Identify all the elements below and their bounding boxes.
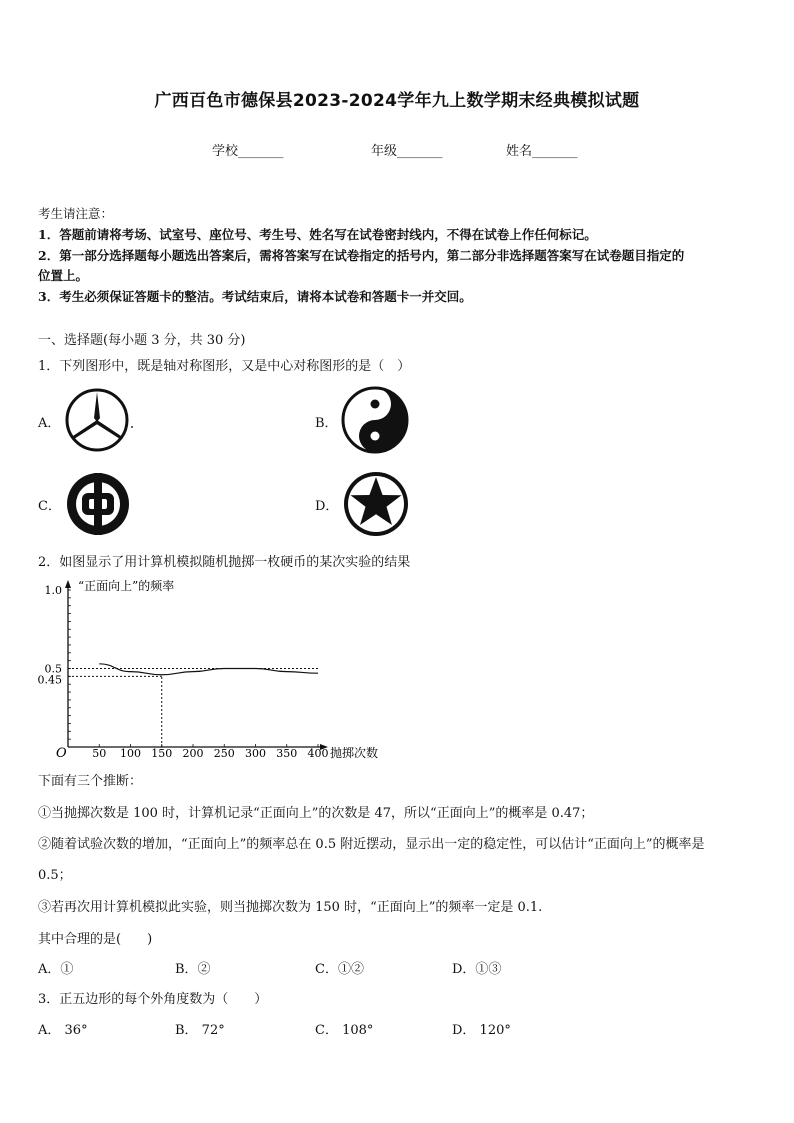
q2-option-c: C．①② [315, 962, 364, 977]
x-tick-label: 50 [92, 747, 107, 760]
name-field: 姓名_______ [506, 144, 578, 159]
yin-yang-icon [340, 385, 410, 455]
y-tick-label: 1.0 [44, 584, 62, 597]
y-tick-label: 0.5 [44, 662, 62, 676]
q2-statement-3: ③若再次用计算机模拟此实验，则当抛掷次数为 150 时，“正面向上”的频率一定是 0.1. [38, 900, 543, 915]
origin-label: O [56, 746, 67, 761]
q2-intro: 下面有三个推断： [38, 774, 143, 789]
frequency-chart [30, 572, 400, 764]
star-in-circle-icon [342, 470, 412, 540]
notice-item-2-cont: 位置上。 [38, 268, 89, 283]
y-axis-label: “正面向上”的频率 [78, 579, 175, 593]
q1-option-c-label: C． [38, 499, 61, 514]
q1-stem: 1．下列图形中，既是轴对称图形，又是中心对称图形的是（ ） [38, 359, 411, 374]
y-tick-label: 0.45 [37, 673, 62, 687]
x-tick-label: 250 [213, 747, 235, 760]
q2-question: 其中合理的是( ) [38, 932, 153, 947]
notice-heading: 考生请注意： [38, 206, 114, 221]
frequency-series-line [99, 664, 318, 675]
q2-statement-2: ②随着试验次数的增加，“正面向上”的频率总在 0.5 附近摆动，显示出一定的稳定性，可以估计“正面向上”的概率是 [38, 837, 705, 852]
y-axis-arrow [65, 580, 71, 588]
q1-option-b-label: B． [315, 416, 338, 431]
x-tick-label: 400 [307, 747, 329, 760]
q2-statement-2-cont: 0.5； [38, 868, 72, 883]
q3-option-d: D． 120° [452, 1023, 511, 1038]
x-tick-label: 300 [245, 747, 266, 760]
x-tick-label: 200 [182, 747, 204, 760]
notice-item-1: 1．答题前请将考场、试室号、座位号、考生号、姓名写在试卷密封线内，不得在试卷上作任何标记。 [38, 227, 597, 242]
bank-of-china-logo-icon [64, 469, 134, 539]
grade-field: 年级_______ [371, 144, 443, 159]
q2-option-b: B．② [175, 962, 211, 977]
x-axis-label: 抛掷次数 [330, 746, 379, 760]
q3-option-c: C． 108° [315, 1023, 374, 1038]
x-tick-label: 150 [151, 747, 173, 760]
mercedes-logo-icon [64, 386, 134, 454]
q1-option-d-label: D． [315, 499, 339, 514]
q3-option-a: A． 36° [38, 1023, 88, 1038]
section-heading: 一、选择题(每小题 3 分，共 30 分) [38, 333, 246, 348]
notice-item-2: 2．第一部分选择题每小题选出答案后，需将答案写在试卷指定的括号内，第二部分非选择题答案写在试卷题目指定的 [38, 248, 685, 263]
q2-option-d: D．①③ [452, 962, 502, 977]
q1-option-a-label: A． [38, 416, 61, 431]
q3-option-b: B． 72° [175, 1023, 225, 1038]
page-title: 广西百色市德保县2023-2024学年九上数学期末经典模拟试题 [154, 91, 640, 111]
q2-option-a: A．① [38, 962, 74, 977]
x-tick-label: 350 [276, 747, 298, 760]
notice-item-3: 3．考生必须保证答题卡的整洁。考试结束后，请将本试卷和答题卡一并交回。 [38, 289, 472, 304]
q3-stem: 3．正五边形的每个外角度数为（ ） [38, 992, 268, 1007]
x-tick-label: 100 [120, 747, 141, 760]
q2-statement-1: ①当抛掷次数是 100 时，计算机记录“正面向上”的次数是 47，所以“正面向上”的概率是 0.47； [38, 806, 594, 821]
school-field: 学校_______ [212, 144, 284, 159]
q2-stem: 2．如图显示了用计算机模拟随机抛掷一枚硬币的某次实验的结果 [38, 555, 411, 570]
